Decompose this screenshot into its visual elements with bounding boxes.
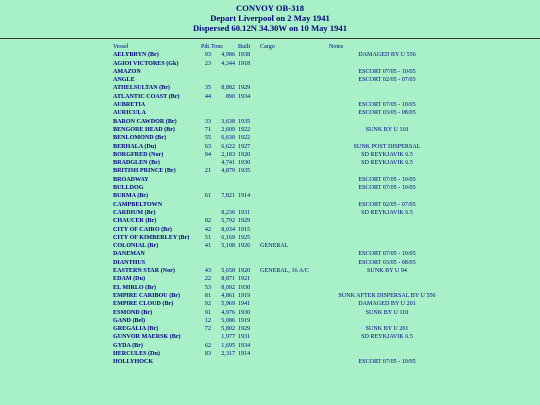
cell-tons: 7,821	[221, 193, 235, 200]
cell-notes: ESCORT 07/05 - 10/05	[358, 185, 416, 192]
cell-tons	[211, 176, 235, 184]
cell-cargo	[260, 309, 322, 317]
cell-name: ANGLE	[113, 77, 135, 84]
cell-notes: SD REYKJAVIK 6.5	[361, 151, 413, 158]
cell-name: ATLANTIC COAST (Br)	[113, 93, 180, 100]
table-row	[113, 167, 452, 175]
cell-built: 1935	[238, 168, 251, 175]
cell-notes: ESCORT 07/05 - 10/05	[358, 359, 416, 366]
cell-cargo	[260, 151, 322, 159]
cell-name: HERCULES (Du)	[113, 350, 160, 357]
table-row	[113, 250, 452, 258]
cell-name: ATHELSULTAN (Br)	[113, 85, 170, 92]
cell-built	[235, 201, 260, 209]
cell-built	[235, 101, 260, 109]
cell-cargo	[260, 184, 322, 192]
cell-pdt: 41	[204, 243, 211, 250]
cell-tons	[211, 201, 235, 209]
cell-name: BORGFRED (Nor)	[113, 151, 164, 158]
cell-pdt	[201, 201, 211, 209]
cell-cargo	[260, 167, 322, 175]
cell-name: DANEMAN	[113, 251, 145, 258]
cell-pdt: 63	[204, 143, 211, 150]
cell-built: 1929	[238, 218, 251, 225]
cell-built: 1930	[238, 160, 251, 167]
table-row	[113, 259, 452, 267]
cell-built: 1918	[238, 60, 251, 67]
cell-built: 1920	[238, 151, 251, 158]
cell-notes: SD REYKJAVIK 6.5	[361, 209, 413, 216]
col-built: Built	[238, 44, 251, 50]
col-tons: Tons	[211, 44, 223, 50]
cell-name: EL MIRLO (Br)	[113, 284, 156, 291]
cell-notes	[322, 134, 452, 142]
cell-name: BERHALA (Du)	[113, 143, 157, 150]
cell-notes	[322, 350, 452, 358]
cell-notes	[322, 342, 452, 350]
cell-pdt: 94	[204, 151, 211, 158]
cell-pdt	[201, 358, 211, 366]
cell-cargo	[260, 76, 322, 84]
table-row	[113, 192, 452, 200]
cell-name: AELYBRYN (Br)	[113, 52, 159, 59]
table-row	[113, 226, 452, 234]
cell-notes: ESCORT 02/05 - 07/05	[358, 77, 416, 84]
cell-cargo	[260, 259, 322, 267]
cell-cargo	[260, 292, 322, 300]
cell-built: 1938	[238, 52, 251, 59]
cell-notes	[322, 275, 452, 283]
cell-notes: SUNK BY U 94	[367, 268, 407, 275]
cell-built: 1929	[238, 326, 251, 333]
cell-built: 1914	[238, 350, 251, 357]
cell-notes	[322, 234, 452, 242]
cell-notes	[322, 242, 452, 250]
table-row	[113, 109, 452, 117]
cell-notes: DAMAGED BY U 556	[358, 52, 416, 59]
cell-cargo	[260, 192, 322, 200]
cell-tons: 5,802	[221, 326, 235, 333]
cell-pdt: 43	[204, 268, 211, 275]
cell-tons: 5,108	[221, 243, 235, 250]
cell-cargo	[260, 317, 322, 325]
cell-notes	[322, 284, 452, 292]
cell-name: AGIOI VICTORES (Gk)	[113, 60, 179, 67]
cell-name: EMPIRE CARIBOU (Br)	[113, 292, 181, 299]
cell-built: 1934	[238, 93, 251, 100]
table-row	[113, 184, 452, 192]
cell-name: CITY OF KIMBERLEY (Br)	[113, 234, 190, 241]
cell-built: 1935	[238, 118, 251, 125]
cell-pdt	[201, 259, 211, 267]
cell-tons	[211, 250, 235, 258]
convoy-title: CONVOY OB-318	[235, 3, 305, 13]
cell-tons	[211, 76, 235, 84]
cell-name: CHAUCER (Br)	[113, 218, 157, 225]
cell-tons: 5,086	[221, 317, 235, 324]
table-row	[113, 209, 452, 217]
table-row	[113, 51, 452, 59]
table-row	[113, 217, 452, 225]
col-vessel: Vessel	[113, 44, 129, 50]
cell-cargo	[260, 93, 322, 101]
cell-built: 1934	[238, 342, 251, 349]
table-row	[113, 176, 452, 184]
cell-name: ESMOND (Br)	[113, 309, 153, 316]
cell-pdt: 23	[204, 60, 211, 67]
cell-tons: 6,169	[221, 234, 235, 241]
cell-pdt: 71	[204, 126, 211, 133]
convoy-table	[113, 43, 452, 367]
table-row	[113, 267, 452, 275]
cell-built: 1919	[238, 292, 251, 299]
cell-name: COLONIAL (Br)	[113, 243, 159, 250]
cell-cargo	[260, 60, 322, 68]
cell-built	[235, 176, 260, 184]
table-row	[113, 93, 452, 101]
cell-pdt: 42	[204, 226, 211, 233]
cell-tons	[211, 101, 235, 109]
cell-cargo	[260, 284, 322, 292]
cell-built: 1931	[238, 334, 251, 341]
cell-pdt: 83	[204, 350, 211, 357]
cell-tons	[211, 184, 235, 192]
cell-built: 1941	[238, 301, 251, 308]
cell-notes: SUNK AFTER DISPERSAL BY U 556	[338, 292, 436, 299]
cell-tons: 4,986	[221, 52, 235, 59]
cell-cargo	[260, 325, 322, 333]
cell-pdt: 82	[204, 218, 211, 225]
cell-tons: 1,977	[221, 334, 235, 341]
cell-cargo	[260, 101, 322, 109]
cell-pdt: 81	[204, 292, 211, 299]
cell-built	[235, 109, 260, 117]
cell-built: 1922	[238, 126, 251, 133]
cell-tons	[211, 259, 235, 267]
cell-pdt	[201, 184, 211, 192]
cell-name: BULLDOG	[113, 185, 144, 192]
cell-built	[235, 259, 260, 267]
table-row	[113, 201, 452, 209]
cell-name: GYDA (Br)	[113, 342, 143, 349]
cell-cargo	[260, 109, 322, 117]
cell-notes	[322, 192, 452, 200]
cell-tons: 6,622	[221, 143, 235, 150]
cell-pdt: 55	[204, 135, 211, 142]
cell-tons: 6,630	[221, 135, 235, 142]
cell-pdt	[201, 176, 211, 184]
cell-cargo: GENERAL	[260, 243, 289, 250]
table-row	[113, 234, 452, 242]
cell-name: AMAZON	[113, 68, 141, 75]
cell-built: 1915	[238, 226, 251, 233]
cell-built	[235, 68, 260, 76]
table-row	[113, 68, 452, 76]
cell-tons: 2,317	[221, 350, 235, 357]
cell-cargo	[260, 217, 322, 225]
table-row	[113, 358, 452, 366]
cell-notes	[322, 167, 452, 175]
cell-cargo	[260, 143, 322, 151]
cell-built	[235, 358, 260, 366]
cell-tons: 1,695	[221, 342, 235, 349]
cell-notes: ESCORT 03/05 - 08/05	[358, 110, 416, 117]
cell-built: 1921	[238, 276, 251, 283]
table-row	[113, 242, 452, 250]
cell-notes: ESCORT 07/05 - 10/05	[358, 176, 416, 183]
cell-tons: 8,092	[221, 284, 235, 291]
cell-name: BARON CAWDOR (Br)	[113, 118, 177, 125]
table-row	[113, 151, 452, 159]
cell-cargo	[260, 342, 322, 350]
cell-name: GREGALIA (Br)	[113, 326, 159, 333]
table-row	[113, 292, 452, 300]
cell-cargo	[260, 126, 322, 134]
cell-built: 1919	[238, 317, 251, 324]
cell-pdt: 21	[204, 168, 211, 175]
cell-tons: 3,638	[221, 118, 235, 125]
cell-built: 1920	[238, 268, 251, 275]
cell-tons: 2,183	[221, 151, 235, 158]
cell-name: BENLOMOND (Br)	[113, 135, 166, 142]
table-row	[113, 134, 452, 142]
cell-pdt: 91	[204, 309, 211, 316]
cell-tons	[211, 68, 235, 76]
cell-notes: ESCORT 02/05 - 07/05	[358, 201, 416, 208]
cell-name: BRADGLEN (Br)	[113, 160, 160, 167]
cell-pdt	[201, 109, 211, 117]
cell-cargo	[260, 51, 322, 59]
cell-tons: 8,882	[221, 85, 235, 92]
cell-tons: 4,976	[221, 309, 235, 316]
table-row	[113, 284, 452, 292]
cell-name: BROADWAY	[113, 176, 149, 183]
cell-cargo	[260, 68, 322, 76]
departure-line: Depart Liverpool on 2 May 1941	[210, 13, 330, 23]
cell-cargo: GENERAL, 16 A/C	[260, 268, 309, 275]
cell-tons: 4,344	[221, 60, 235, 67]
col-pdt: Pdt.	[201, 44, 211, 50]
table-row	[113, 300, 452, 308]
cell-pdt: 33	[204, 118, 211, 125]
cell-notes: SD REYKJAVIK 6.5	[361, 334, 413, 341]
cell-pdt: 62	[204, 342, 211, 349]
cell-notes: SUNK BY U 110	[365, 309, 409, 316]
cell-notes: SUNK POST DISPERSAL	[353, 143, 421, 150]
cell-built: 1930	[238, 309, 251, 316]
cell-notes	[322, 226, 452, 234]
cell-notes	[322, 60, 452, 68]
cell-tons	[211, 109, 235, 117]
cell-built: 1922	[238, 135, 251, 142]
cell-built: 1931	[238, 209, 251, 216]
table-row	[113, 275, 452, 283]
cell-pdt: 35	[204, 85, 211, 92]
cell-name: EASTERN STAR (Nor)	[113, 268, 175, 275]
cell-tons: 4,879	[221, 168, 235, 175]
column-header-row	[113, 43, 452, 51]
dispersal-line: Dispersed 60.12N 34.30W on 10 May 1941	[192, 23, 348, 33]
cell-name: BURMA (Br)	[113, 193, 149, 200]
cell-tons: 890	[225, 93, 235, 100]
cell-cargo	[260, 134, 322, 142]
cell-name: GAND (Bel)	[113, 317, 145, 324]
table-row	[113, 118, 452, 126]
cell-notes: SUNK BY U 110	[365, 126, 409, 133]
cell-name: CAMPBELTOWN	[113, 201, 163, 208]
table-row	[113, 159, 452, 167]
cell-tons: 5,969	[221, 301, 235, 308]
cell-cargo	[260, 234, 322, 242]
cell-cargo	[260, 358, 322, 366]
cell-cargo	[260, 250, 322, 258]
cell-name: BENGORE HEAD (Br)	[113, 126, 175, 133]
cell-cargo	[260, 176, 322, 184]
vessel-rows	[113, 51, 452, 366]
cell-pdt	[201, 333, 211, 341]
cell-notes	[322, 217, 452, 225]
cell-pdt	[201, 68, 211, 76]
cell-name: GUNVOR MAERSK (Br)	[113, 334, 181, 341]
cell-cargo	[260, 118, 322, 126]
cell-name: CARDIUM (Br)	[113, 209, 156, 216]
table-row	[113, 350, 452, 358]
cell-built: 1926	[238, 243, 251, 250]
cell-pdt: 44	[204, 93, 211, 100]
cell-cargo	[260, 226, 322, 234]
cell-tons: 8,034	[221, 226, 235, 233]
table-row	[113, 317, 452, 325]
table-row	[113, 342, 452, 350]
col-cargo: Cargo	[260, 44, 275, 50]
page-header	[0, 0, 540, 33]
cell-tons: 4,861	[221, 292, 235, 299]
cell-tons: 8,871	[221, 276, 235, 283]
cell-notes: SUNK BY U 201	[365, 326, 409, 333]
cell-notes: ESCORT 07/05 - 10/05	[358, 251, 416, 258]
cell-pdt: 12	[204, 317, 211, 324]
cell-notes: ESCORT 07/05 - 10/05	[358, 68, 416, 75]
cell-pdt: 53	[204, 284, 211, 291]
cell-pdt	[201, 159, 211, 167]
table-row	[113, 76, 452, 84]
cell-built: 1927	[238, 143, 251, 150]
cell-built	[235, 250, 260, 258]
cell-pdt	[201, 101, 211, 109]
cell-built	[235, 184, 260, 192]
cell-tons: 2,609	[221, 126, 235, 133]
cell-pdt: 61	[204, 193, 211, 200]
cell-name: BRITISH PRINCE (Br)	[113, 168, 176, 175]
table-row	[113, 126, 452, 134]
cell-pdt: 92	[204, 301, 211, 308]
cell-notes	[322, 93, 452, 101]
cell-name: EMPIRE CLOUD (Br)	[113, 301, 174, 308]
cell-built: 1929	[238, 85, 251, 92]
cell-pdt: 72	[204, 326, 211, 333]
cell-built: 1930	[238, 284, 251, 291]
cell-pdt: 22	[204, 276, 211, 283]
cell-notes: SD REYKJAVIK 6.5	[361, 160, 413, 167]
cell-notes	[322, 118, 452, 126]
cell-pdt	[201, 209, 211, 217]
table-row	[113, 325, 452, 333]
cell-tons: 8,236	[221, 209, 235, 216]
cell-pdt	[201, 76, 211, 84]
cell-name: DIANTHUS	[113, 259, 146, 266]
cell-notes	[322, 84, 452, 92]
cell-name: CITY OF CAIRO (Br)	[113, 226, 172, 233]
cell-cargo	[260, 209, 322, 217]
table-row	[113, 101, 452, 109]
cell-name: HOLLYHOCK	[113, 359, 154, 366]
table-row	[113, 333, 452, 341]
cell-notes: DAMAGED BY U 201	[358, 301, 416, 308]
cell-pdt	[201, 250, 211, 258]
cell-notes	[322, 317, 452, 325]
cell-notes: ESCORT 03/05 - 08/05	[358, 259, 416, 266]
cell-name: EDAM (Du)	[113, 276, 145, 283]
table-row	[113, 309, 452, 317]
cell-built	[235, 76, 260, 84]
cell-cargo	[260, 300, 322, 308]
cell-name: AURICULA	[113, 110, 146, 117]
cell-name: AUBRETIA	[113, 102, 146, 109]
table-row	[113, 143, 452, 151]
table-row	[113, 84, 452, 92]
cell-cargo	[260, 84, 322, 92]
cell-cargo	[260, 275, 322, 283]
cell-tons: 5,792	[221, 218, 235, 225]
col-notes: Notes	[329, 44, 344, 50]
header-divider	[0, 38, 540, 39]
cell-built: 1925	[238, 234, 251, 241]
cell-built: 1914	[238, 193, 251, 200]
cell-cargo	[260, 350, 322, 358]
table-row	[113, 60, 452, 68]
cell-cargo	[260, 333, 322, 341]
cell-tons: 4,741	[221, 160, 235, 167]
cell-tons	[211, 358, 235, 366]
cell-cargo	[260, 201, 322, 209]
cell-pdt: 93	[204, 52, 211, 59]
cell-cargo	[260, 159, 322, 167]
cell-notes: ESCORT 07/05 - 10/05	[358, 102, 416, 109]
cell-tons: 5,658	[221, 268, 235, 275]
cell-pdt: 51	[204, 234, 211, 241]
